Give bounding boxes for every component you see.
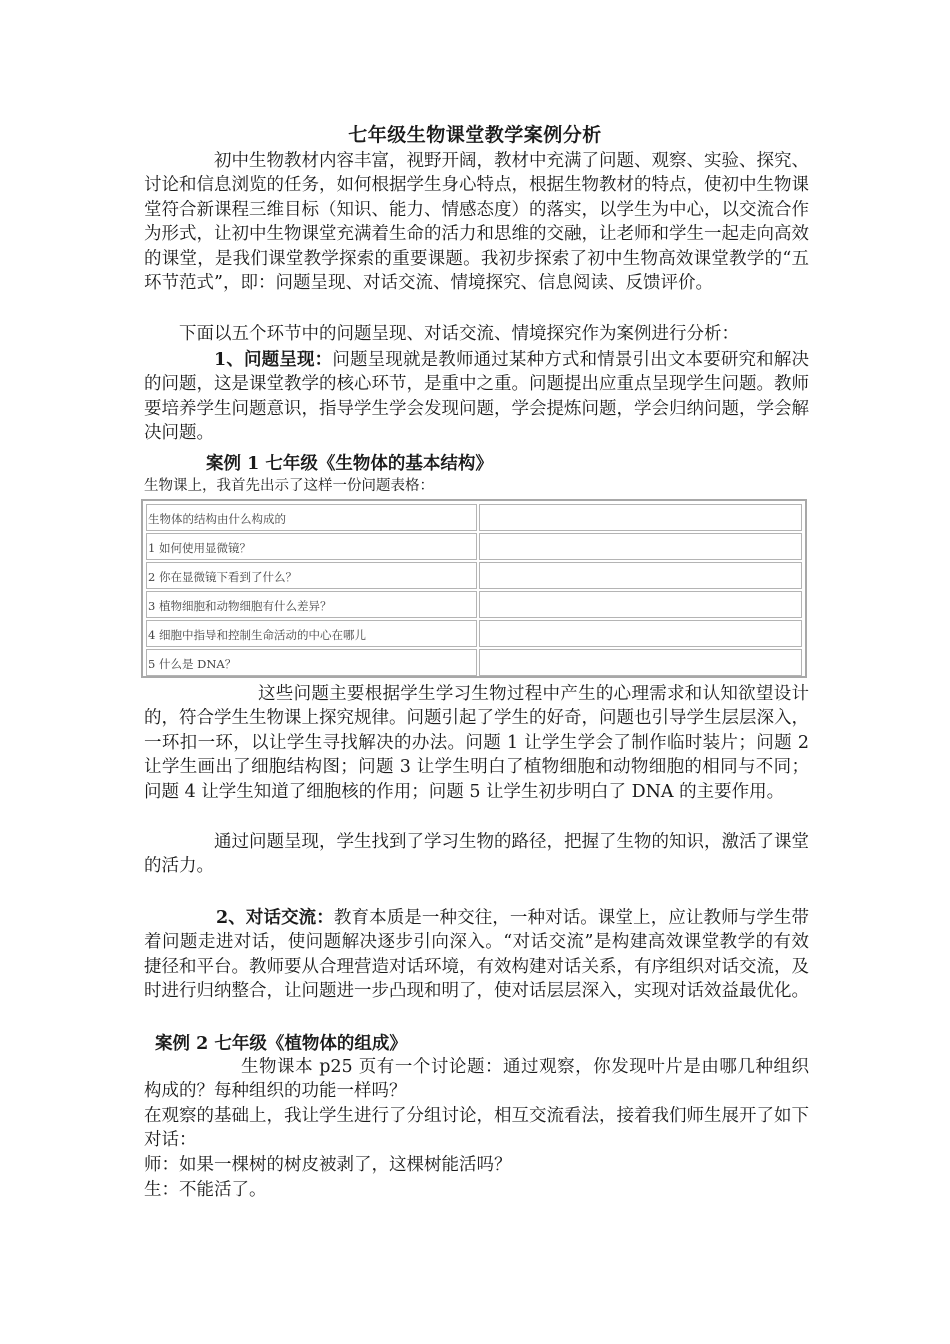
table-question-cell: 5 什么是 DNA？ <box>146 649 477 676</box>
intro-paragraph: 初中生物教材内容丰富，视野开阔，教材中充满了问题、观察、实验、探究、讨论和信息浏览的任务，如何根据学生身心特点，根据生物教材的特点，使初中生物课堂符合新课程三维目标（知识、能力、情感态度）的落实，以学生为中心，以交流合作为形式，让初中生物课堂充满着生命的活力和思维的交融，让老师和学生一起走向高效的课堂，是我们课堂教学探索的重要课题。我初步探索了初中生物高效课堂教学的“五环节范式”，即：问题呈现、对话交流、情境探究、信息阅读、反馈评价。 <box>144 151 809 294</box>
table-answer-cell <box>479 562 802 589</box>
table-answer-cell <box>479 649 802 676</box>
table-row <box>145 532 803 561</box>
table-row <box>145 619 803 648</box>
table-row <box>145 590 803 619</box>
table-row <box>145 503 803 532</box>
section1-body: 问题呈现就是教师通过某种方式和情景引出文本要研究和解决的问题，这是课堂教学的核心环节，是重中之重。问题提出应重点呈现学生问题。教师要培养学生问题意识，指导学生学会发现问题，学会提炼问题，学会归纳问题，学会解决问题。 <box>144 350 809 444</box>
question-table <box>141 499 807 678</box>
case1-title: 案例 1 七年级《生物体的基本结构》 <box>206 454 493 474</box>
table-question-cell: 生物体的结构由什么构成的 <box>146 504 477 531</box>
table-answer-cell <box>479 533 802 560</box>
table-row <box>145 648 803 677</box>
case2-paragraph-1: 生物课本 p25 页有一个讨论题：通过观察，你发现叶片是由哪几种组织构成的？每种组织的功能一样吗？ <box>144 1057 809 1102</box>
table-answer-cell <box>479 504 802 531</box>
case1-conclusion: 通过问题呈现，学生找到了学习生物的路径，把握了生物的知识，激活了课堂的活力。 <box>144 832 809 877</box>
analysis-intro: 下面以五个环节中的问题呈现、对话交流、情境探究作为案例进行分析： <box>179 324 739 344</box>
table-question-cell: 4 细胞中指导和控制生命活动的中心在哪儿 <box>146 620 477 647</box>
table-question-cell: 2 你在显微镜下看到了什么？ <box>146 562 477 589</box>
case2-title: 案例 2 七年级《植物体的组成》 <box>155 1034 407 1054</box>
section1-heading: 1、问题呈现： <box>214 350 333 370</box>
section2-body: 教育本质是一种交往，一种对话。课堂上，应让教师与学生带着问题走进对话，使问题解决逐步引向深入。“对话交流”是构建高效课堂教学的有效捷径和平台。教师要从合理营造对话环境，有效构建对话关系，有序组织对话交流，及时进行归纳整合，让问题进一步凸现和明了，使对话层层深入，实现对话效益最优化。 <box>144 908 809 1002</box>
table-answer-cell <box>479 591 802 618</box>
table-row <box>145 561 803 590</box>
case1-analysis: 这些问题主要根据学生学习生物过程中产生的心理需求和认知欲望设计的，符合学生生物课上探究规律。问题引起了学生的好奇，问题也引导学生层层深入，一环扣一环，以让学生寻找解决的办法。问题 1 让学生学会了制作临时装片；问题 2 让学生画出了细胞结构图；问题 3 让学生明白了植物细胞和动物细胞的相同与不同；问题 4 让学生知道了细胞核的作用；问题 5 让学生初步明白了 DNA 的主要作用。 <box>144 684 809 802</box>
case1-intro: 生物课上，我首先出示了这样一份问题表格： <box>144 478 434 494</box>
section2-paragraph <box>144 906 809 1004</box>
section2-heading: 2、对话交流： <box>216 908 334 928</box>
case2-paragraph-2: 在观察的基础上，我让学生进行了分组讨论，相互交流看法，接着我们师生展开了如下对话： <box>144 1106 809 1151</box>
dialog-student: 生：不能活了。 <box>144 1180 267 1200</box>
table-answer-cell <box>479 620 802 647</box>
section1-paragraph <box>144 348 809 446</box>
table-question-cell: 3 植物细胞和动物细胞有什么差异？ <box>146 591 477 618</box>
document-title: 七年级生物课堂教学案例分析 <box>348 124 602 146</box>
table-question-cell: 1 如何使用显微镜？ <box>146 533 477 560</box>
dialog-teacher: 师：如果一棵树的树皮被剥了，这棵树能活吗？ <box>144 1155 512 1175</box>
